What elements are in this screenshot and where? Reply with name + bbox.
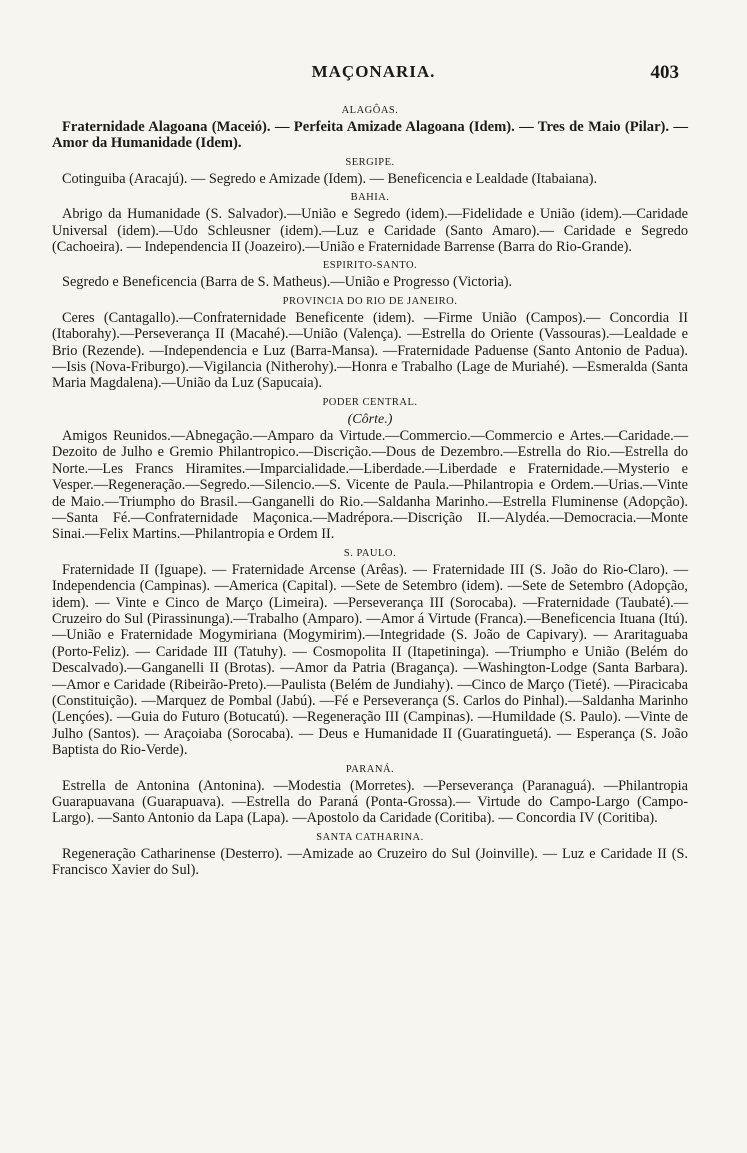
section-text: Cotinguiba (Aracajú). — Segredo e Amizade (Idem). — Beneficencia e Lealdade (Itabaiana). (62, 170, 598, 187)
section-text: Fraternidade Alagoana (Maceió). — Perfeita Amizade Alagoana (Idem). — Tres de Maio (Pilar). — Amor da Humanidade (Idem). (52, 119, 688, 152)
section-sergipe (52, 156, 688, 187)
section-text: Fraternidade II (Iguape). — Fraternidade Arcense (Arêas). — Fraternidade III (S. João do Rio-Claro). —Independencia (Campinas). —America (Capital). —Sete de Setembro (idem). —Sete de Setembro (Adopção, idem). — Vinte e Cinco de Março (Limeira). —Perseverança III (Sorocaba). —Fraternidade (Taubaté).—Cruzeiro do Sul (Pirassinunga).—Trabalho (Amparo). —Amor á Virtude (Franca).—Beneficencia Ituana (Itú).—União e Fraternidade Mogymiriana (Mogymirim).—Integridade (S. João de Capivary). — Araritaguaba (Porto-Feliz). — Caridade III (Tatuhy). — Cosmopolita II (Itapetininga). —Triumpho e União (Belém do Descalvado).—Ganganelli II (Brotas). —Amor da Patria (Bragança). —Washington-Lodge (Santa Barbara). —Amor e Caridade (Ribeirão-Preto).—Paulista (Belém de Jundiahy). —Cinco de Março (Tieté). —Piracicaba (Constituição). —Marquez de Pombal (Jabú). —Fé e Perseverança (S. Carlos do Pinhal).—Saldanha Marinho (Lençóes). —Guia do Futuro (Botucatú). —Regeneração III (Campinas). —Humildade (S. Paulo). —Vinte de Julho (Santos). — Araçoiaba (Sorocaba). — Deus e Humanidade II (Guaratinguetá). — Esperança (S. João Baptista do Rio-Verde). (52, 561, 688, 759)
section-subheading: (Côrte.) (347, 411, 393, 427)
section-bahia (52, 191, 688, 255)
section-text: Regeneração Catharinense (Desterro). —Amizade ao Cruzeiro do Sul (Joinville). — Luz e Caridade II (S. Francisco Xavier do Sul). (52, 845, 688, 879)
section-alagoas (52, 104, 688, 152)
running-title: MAÇONARIA. (311, 62, 436, 81)
section-heading: SANTA CATHARINA. (316, 831, 424, 843)
section-santa-catharina (52, 831, 688, 879)
content-body (52, 100, 688, 879)
section-sao-paulo (52, 547, 688, 759)
section-heading: ESPIRITO-SANTO. (322, 260, 418, 272)
page-number: 403 (650, 62, 679, 83)
section-text: Abrigo da Humanidade (S. Salvador).—União e Segredo (idem).—Fidelidade e União (idem).—Caridade Universal (idem).—Udo Schleusner (idem).—Luz e Caridade (Santo Amaro).— Caridade e Segredo (Cachoeira). — Independencia II (Joazeiro).—União e Fraternidade Barrense (Barra do Rio-Grande). (52, 206, 688, 256)
section-parana (52, 763, 688, 827)
section-poder-central (52, 396, 688, 543)
section-heading: PODER CENTRAL. (322, 396, 418, 408)
section-heading: BAHIA. (350, 192, 390, 204)
section-text: Estrella de Antonina (Antonina). —Modestia (Morretes). —Perseverança (Paranaguá). —Philantropia Guarapuavana (Guarapuava). —Estrella do Paraná (Ponta-Grossa).— Virtude do Campo-Largo (Campo-Largo). —Santo Antonio da Lapa (Lapa). —Apostolo da Caridade (Coritiba). — Concordia IV (Coritiba). (52, 777, 688, 827)
section-heading: SERGIPE. (345, 156, 395, 168)
section-text: Amigos Reunidos.—Abnegação.—Amparo da Virtude.—Commercio.—Commercio e Artes.—Caridade.—Dezoito de Julho e Gremio Philantropico.—Discrição.—Dous de Dezembro.—Estrella do Rio.—Estrella do Norte.—Les Francs Hiramites.—Imparcialidade.—Liberdade.—Liberdade e Fraternidade.—Mysterio e Vesper.—Regeneração.—Segredo.—Silencio.—S. Vicente de Paula.—Philantropia e Ordem.—Urias.—Vinte de Maio.—Triumpho do Brasil.—Ganganelli do Rio.—Saldanha Marinho.—Estrella Fluminense (Adopção).—Santa Fé.—Confraternidade Maçonica.—Madrépora.—Discrição II.—Alydéa.—Democracia.—Monte Sinai.—Felix Martins.—Philantropia e Ordem II. (52, 427, 688, 543)
section-heading: ALAGÔAS. (341, 105, 399, 116)
section-rio-de-janeiro (52, 295, 688, 392)
section-heading: PROVINCIA DO RIO DE JANEIRO. (282, 295, 458, 307)
section-heading: S. PAULO. (343, 547, 397, 559)
section-espirito-santo (52, 259, 688, 290)
section-heading: PARANÁ. (345, 763, 395, 775)
section-text: Segredo e Beneficencia (Barra de S. Matheus).—União e Progresso (Victoria). (62, 274, 513, 291)
section-text: Ceres (Cantagallo).—Confraternidade Beneficente (idem). —Firme União (Campos).— Concordia II (Itaborahy).—Perseverança II (Macahé).—União (Valença). —Estrella do Oriente (Vassouras).—Lealdade e Brio (Rezende). —Independencia e Luz (Barra-Mansa). —Fraternidade Paduense (Santo Antonio de Padua). —Isis (Nova-Friburgo).—Vigilancia (Nitherohy).—Honra e Trabalho (Lage de Muriahé). —Esmeralda (Santa Maria Magdalena).—União da Luz (Sapucaia). (52, 309, 688, 392)
